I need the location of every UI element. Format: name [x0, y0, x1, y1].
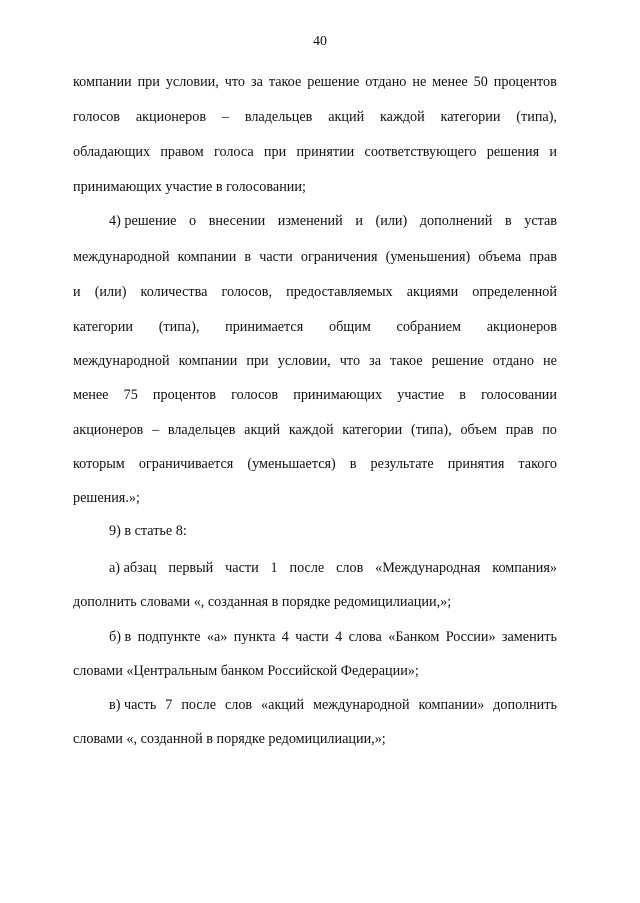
word: что	[224, 74, 246, 90]
word: при	[263, 144, 287, 160]
word: заменить	[501, 629, 557, 645]
word: объем	[460, 422, 498, 438]
word: компании	[177, 249, 237, 265]
word: части	[295, 629, 329, 645]
word: 75	[123, 387, 138, 403]
word: России»	[445, 629, 496, 645]
word: прав	[529, 249, 557, 265]
word: а) абзац	[109, 560, 157, 576]
word: в	[244, 249, 252, 265]
word: менее	[432, 74, 468, 90]
text-line	[109, 696, 557, 714]
word: акционеров	[486, 319, 557, 335]
text-line	[109, 628, 557, 646]
word: и	[73, 284, 81, 300]
text-line: принимающих участие в голосовании;	[73, 179, 306, 195]
word: подпункте	[137, 629, 201, 645]
word: за	[250, 74, 263, 90]
word: голосов,	[221, 284, 273, 300]
text-line	[73, 73, 557, 91]
word: голосов	[231, 387, 279, 403]
word: «Международная	[375, 560, 481, 576]
word: (типа),	[516, 109, 557, 125]
word: слова	[348, 629, 382, 645]
word: голосовании	[481, 387, 557, 403]
word: ограничивается	[138, 456, 234, 472]
word: акционеров	[135, 109, 207, 125]
word: ограничения	[300, 249, 378, 265]
word: части	[259, 249, 293, 265]
word: –	[152, 422, 160, 438]
word: международной	[73, 249, 170, 265]
word: акционеров	[73, 422, 144, 438]
word: в	[349, 456, 357, 472]
word: категории	[73, 319, 133, 335]
word: в) часть	[109, 697, 157, 713]
word: «акций	[261, 697, 305, 713]
word: в	[504, 213, 512, 229]
word: решения	[486, 144, 540, 160]
word: слов	[336, 560, 364, 576]
word: после	[289, 560, 325, 576]
word: в	[459, 387, 466, 403]
word: (или)	[375, 213, 408, 229]
word: голосов	[73, 109, 120, 125]
word: участие	[397, 387, 445, 403]
word: (уменьшения)	[385, 249, 471, 265]
word: компании	[178, 353, 238, 369]
word: отдано	[365, 74, 407, 90]
word: при	[137, 74, 160, 90]
word: предоставляемых	[286, 284, 393, 300]
word: обладающих	[73, 144, 151, 160]
word: первый	[168, 560, 214, 576]
word: (типа),	[411, 422, 452, 438]
word: принимающих	[293, 387, 383, 403]
page-number: 40	[313, 34, 327, 49]
word: результате	[370, 456, 434, 472]
word: устав	[524, 213, 557, 229]
word: что	[339, 353, 361, 369]
text-line: 9) в статье 8:	[109, 523, 187, 539]
word: каждой	[380, 109, 425, 125]
word: принятия	[447, 456, 505, 472]
word: 4	[281, 629, 289, 645]
word: условии,	[277, 353, 331, 369]
word: о	[189, 213, 197, 229]
word: по	[542, 422, 557, 438]
word: процентов	[493, 74, 557, 90]
word: –	[221, 109, 229, 125]
word: соответствующего	[364, 144, 477, 160]
word: и	[355, 213, 363, 229]
word: владельцев	[244, 109, 313, 125]
word: за	[369, 353, 382, 369]
word: принятии	[296, 144, 355, 160]
word: (уменьшается)	[247, 456, 336, 472]
word: международной	[313, 697, 410, 713]
word: дополнений	[419, 213, 493, 229]
word: акций	[328, 109, 365, 125]
word: (или)	[94, 284, 127, 300]
word: решение	[431, 353, 484, 369]
word: менее	[73, 387, 109, 403]
word: дополнить	[493, 697, 557, 713]
word: акциями	[406, 284, 459, 300]
word: определенной	[472, 284, 557, 300]
word: компании»	[418, 697, 485, 713]
text-line: словами «Центральным банком Российской Федерации»;	[73, 663, 419, 679]
text-line	[73, 108, 557, 126]
word: общим	[328, 319, 371, 335]
word: 4	[335, 629, 343, 645]
word: не	[543, 353, 557, 369]
word: прав	[505, 422, 534, 438]
word: изменений	[277, 213, 343, 229]
word: и	[549, 144, 557, 160]
text-line: словами «, созданной в порядке редомицилиации,»;	[73, 731, 386, 747]
word: 50	[473, 74, 488, 90]
word: пункта	[233, 629, 276, 645]
word: международной	[73, 353, 170, 369]
text-line	[73, 421, 557, 439]
word: 7	[165, 697, 173, 713]
word: категории	[342, 422, 403, 438]
text-line	[73, 318, 557, 336]
word: отдано	[492, 353, 534, 369]
text-line: решения.»;	[73, 490, 140, 506]
word: компании	[73, 74, 132, 90]
word: принимается	[225, 319, 304, 335]
word: б) в	[109, 629, 132, 645]
word: правом	[160, 144, 204, 160]
word: 1	[270, 560, 278, 576]
text-line	[73, 143, 557, 161]
word: (типа),	[158, 319, 200, 335]
word: каждой	[288, 422, 334, 438]
text-line: дополнить словами «, созданная в порядке редомицилиации,»;	[73, 594, 452, 610]
word: внесении	[208, 213, 266, 229]
word: условии,	[165, 74, 219, 90]
word: части	[225, 560, 259, 576]
word: такое	[390, 353, 423, 369]
word: слов	[224, 697, 253, 713]
text-line	[73, 455, 557, 473]
word: после	[181, 697, 217, 713]
word: «Банком	[388, 629, 440, 645]
word: акций	[244, 422, 281, 438]
word: владельцев	[167, 422, 236, 438]
text-line	[73, 352, 557, 370]
word: компания»	[492, 560, 557, 576]
word: решение	[307, 74, 360, 90]
text-line	[73, 283, 557, 301]
word: объема	[478, 249, 522, 265]
word: категории	[440, 109, 501, 125]
word: 4) решение	[109, 213, 177, 229]
word: собранием	[396, 319, 461, 335]
word: которым	[73, 456, 125, 472]
text-line	[73, 386, 557, 404]
word: «а»	[206, 629, 228, 645]
word: такого	[518, 456, 557, 472]
word: такое	[268, 74, 302, 90]
word: количества	[140, 284, 208, 300]
word: не	[412, 74, 427, 90]
word: процентов	[152, 387, 216, 403]
text-line	[109, 212, 557, 230]
text-line	[109, 559, 557, 577]
text-line	[73, 248, 557, 266]
word: голоса	[213, 144, 254, 160]
word: при	[246, 353, 269, 369]
